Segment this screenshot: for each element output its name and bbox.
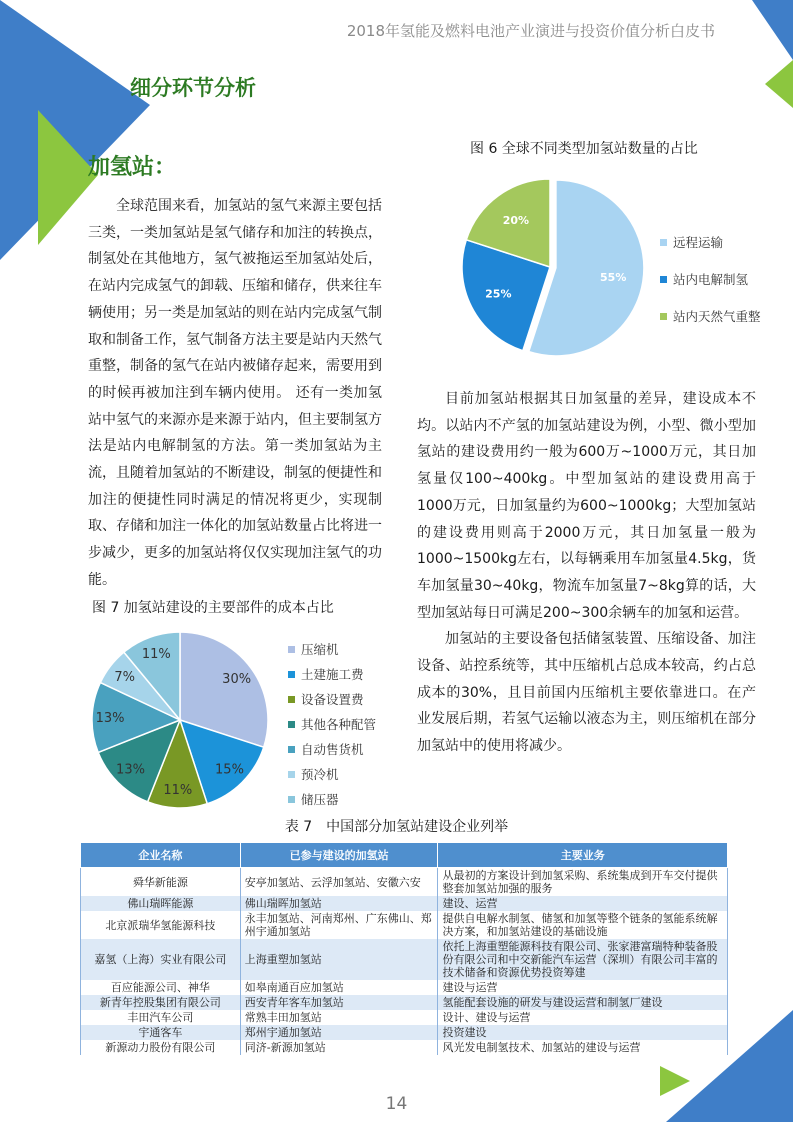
table-cell: 舜华新能源 — [81, 868, 241, 897]
table-row — [81, 896, 728, 911]
figure7-legend-label-3: 其他各种配管 — [301, 717, 377, 732]
table-header-cell-2: 主要业务 — [438, 843, 728, 868]
figure7-legend-swatch-0 — [288, 646, 295, 653]
figure7-legend-label-6: 储压器 — [301, 792, 339, 807]
figure7-caption: 图 7 加氢站建设的主要部件的成本占比 — [92, 600, 334, 616]
table-row — [81, 995, 728, 1010]
figure7-value-label-0: 30% — [222, 671, 252, 687]
figure7-legend-item-6 — [288, 790, 339, 808]
figure6-legend-item-2 — [660, 307, 761, 325]
table-cell: 同济-新源加氢站 — [240, 1040, 438, 1055]
figure6-legend-label-2: 站内天然气重整 — [673, 309, 761, 324]
figure6-legend-swatch-1 — [660, 276, 667, 283]
figure7-legend-label-0: 压缩机 — [301, 642, 339, 657]
top-right-green-triangle — [765, 60, 793, 108]
table-cell: 安亭加氢站、云浮加氢站、安徽六安 — [240, 868, 438, 897]
figure7-legend-label-4: 自动售货机 — [301, 742, 364, 757]
table-header-cell-0: 企业名称 — [81, 843, 241, 868]
figure7-value-label-5: 7% — [114, 670, 136, 686]
table-cell: 提供自电解水制氢、储氢和加氢等整个链条的氢能系统解决方案，和加氢站建设的基础设施 — [438, 911, 728, 939]
companies-table — [80, 842, 728, 1055]
table7-caption: 表 7 中国部分加氢站建设企业列举 — [284, 819, 509, 835]
figure7-legend-swatch-5 — [288, 771, 295, 778]
table-cell: 常熟丰田加氢站 — [240, 1010, 438, 1025]
table-header-cell-1: 已参与建设的加氢站 — [240, 843, 438, 868]
figure7-legend-item-1 — [288, 665, 364, 683]
table-cell: 佛山瑞晖能源 — [81, 896, 241, 911]
table-cell: 永丰加氢站、河南郑州、广东佛山、郑州宇通加氢站 — [240, 911, 438, 939]
left-paragraph: 全球范围来看，加氢站的氢气来源主要包括三类，一类加氢站是氢气储存和加注的转换点，制氢处在其他地方，氢气被拖运至加氢站处后，在站内完成氢气的卸载、压缩和储存，供来往车辆使用；另一类是加氢站的则在站内完成氢气制取和制备工作，氢气制备方法主要是站内天然气重整，制备的氢气在站内被储存起来，需要用到的时候再被加注到车辆内使用。 还有一类加氢站中氢气的来源亦是来源于站内，但主要制氢方法是站内电解制氢的方法。第一类加氢站为主流，且随着加氢站的不断建设，制氢的便捷性和加注的便捷性同时满足的情况将更少，实现制取、存储和加注一体化的加氢站数量占比将进一步减少，更多的加氢站将仅仅实现加注氢气的功能。 — [88, 198, 382, 588]
table-cell: 宇通客车 — [81, 1025, 241, 1040]
figure7-legend-item-4 — [288, 740, 364, 758]
table-cell: 依托上海重塑能源科技有限公司、张家港富瑞特种装备股份有限公司和中交新能汽车运营（深圳）有限公司丰富的技术储备和资源优势投资筹建 — [438, 939, 728, 980]
figure6-legend-swatch-2 — [660, 313, 667, 320]
figure7-legend-label-5: 预冷机 — [301, 767, 339, 782]
figure7-legend-swatch-2 — [288, 696, 295, 703]
left-body-text — [88, 193, 382, 594]
figure7-legend-swatch-3 — [288, 721, 295, 728]
table-header-row — [81, 843, 728, 868]
figure6-value-label-2: 20% — [502, 214, 530, 228]
table-cell: 新源动力股份有限公司 — [81, 1040, 241, 1055]
table-row — [81, 1040, 728, 1055]
figure6-value-label-1: 25% — [485, 287, 512, 301]
table-cell: 北京派瑞华氢能源科技 — [81, 911, 241, 939]
table-row — [81, 939, 728, 980]
figure7-value-label-4: 13% — [95, 710, 125, 726]
right-body-text — [417, 386, 756, 760]
figure7-legend-label-1: 土建施工费 — [301, 667, 364, 682]
figure7-value-label-6: 11% — [141, 647, 171, 663]
table-cell: 投资建设 — [438, 1025, 728, 1040]
figure7-legend-item-0 — [288, 640, 339, 658]
figure6-legend-label-0: 远程运输 — [673, 235, 724, 250]
table-cell: 建设与运营 — [438, 980, 728, 995]
table-cell: 嘉氢（上海）实业有限公司 — [81, 939, 241, 980]
table-cell: 郑州宇通加氢站 — [240, 1025, 438, 1040]
figure7-legend-swatch-6 — [288, 796, 295, 803]
figure7-pie-chart — [80, 620, 280, 820]
table-cell: 氢能配套设施的研发与建设运营和制氢厂建设 — [438, 995, 728, 1010]
figure7-legend-item-2 — [288, 690, 364, 708]
bottom-right-green-triangle — [660, 1066, 690, 1096]
figure7-legend-label-2: 设备设置费 — [301, 692, 364, 707]
table-cell: 佛山瑞晖加氢站 — [240, 896, 438, 911]
figure6-legend-label-1: 站内电解制氢 — [673, 272, 749, 287]
figure6-legend-item-1 — [660, 270, 748, 288]
figure7-legend-item-3 — [288, 715, 376, 733]
table-cell: 风光发电制氢技术、加氢站的建设与运营 — [438, 1040, 728, 1055]
document-header-title: 2018年氢能及燃料电池产业演进与投资价值分析白皮书 — [346, 22, 715, 40]
table-cell: 上海重塑加氢站 — [240, 939, 438, 980]
table-cell: 如皋南通百应加氢站 — [240, 980, 438, 995]
figure7-legend-swatch-1 — [288, 671, 295, 678]
figure7-value-label-2: 11% — [163, 782, 193, 798]
table-row — [81, 911, 728, 939]
table-row — [81, 1010, 728, 1025]
figure6-legend-item-0 — [660, 233, 723, 251]
right-paragraph-1: 目前加氢站根据其日加氢量的差异，建设成本不均。以站内不产氢的加氢站建设为例，小型、微小型加氢站的建设费用约一般为600万~1000万元，其日加氢量仅100~400kg。中型加氢站的建设费用高于1000万元，日加氢量约为600~1000kg；大型加氢站的建设费用则高于2000万元，其日加氢量一般为1000~1500kg左右，以每辆乘用车加氢量4.5kg，货车加氢量30~40kg，物流车加氢量7~8kg算的话，大型加氢站每日可满足200~300余辆车的加氢和运营。 — [417, 391, 756, 621]
figure6-value-label-0: 55% — [600, 271, 627, 285]
table-row — [81, 1025, 728, 1040]
table-cell: 百应能源公司、神华 — [81, 980, 241, 995]
table-cell: 西安青年客车加氢站 — [240, 995, 438, 1010]
section-title: 细分环节分析 — [130, 76, 256, 100]
page-number: 14 — [385, 1094, 408, 1114]
figure6-pie-chart — [455, 172, 645, 362]
figure7-legend-item-5 — [288, 765, 339, 783]
table-cell: 设计、建设与运营 — [438, 1010, 728, 1025]
figure6-caption: 图 6 全球不同类型加氢站数量的占比 — [470, 141, 698, 157]
top-right-blue-triangle — [752, 0, 793, 60]
table-row — [81, 980, 728, 995]
figure7-value-label-3: 13% — [116, 762, 145, 778]
table-cell: 新青年控股集团有限公司 — [81, 995, 241, 1010]
table-row — [81, 868, 728, 897]
right-paragraph-2: 加氢站的主要设备包括储氢装置、压缩设备、加注设备、站控系统等，其中压缩机占总成本较高，约占总成本的30%，且目前国内压缩机主要依靠进口。在产业发展后期，若氢气运输以液态为主，则压缩机在部分加氢站中的使用将减少。 — [417, 631, 756, 755]
table-cell: 丰田汽车公司 — [81, 1010, 241, 1025]
table-cell: 建设、运营 — [438, 896, 728, 911]
table-cell: 从最初的方案设计到加氢采购、系统集成到开车交付提供整套加氢站加强的服务 — [438, 868, 728, 897]
figure6-legend-swatch-0 — [660, 239, 667, 246]
figure7-value-label-1: 15% — [215, 762, 244, 778]
figure7-legend-swatch-4 — [288, 746, 295, 753]
subsection-title: 加氢站： — [88, 155, 177, 180]
